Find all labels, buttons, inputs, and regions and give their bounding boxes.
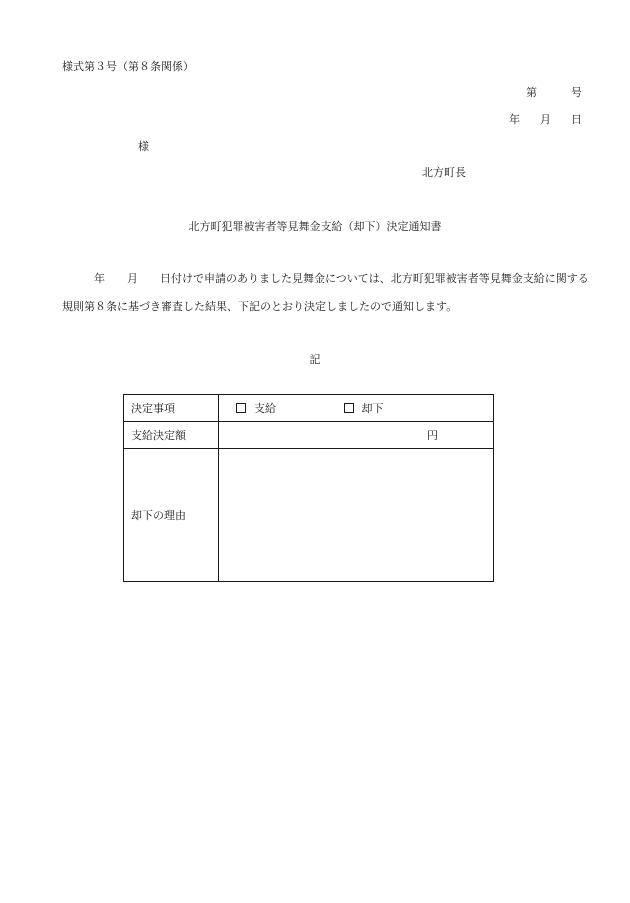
- option-reject-label: 却下: [361, 401, 384, 415]
- decision-options: [219, 395, 494, 422]
- option-grant-label: 支給: [254, 401, 276, 415]
- document-date: [509, 114, 582, 125]
- amount-value[interactable]: [219, 422, 494, 449]
- amount-unit: 円: [427, 428, 438, 442]
- body-year: 年: [94, 272, 105, 285]
- date-year: 年: [509, 113, 520, 126]
- document-number: [526, 87, 582, 98]
- date-day: 日: [571, 113, 582, 126]
- decision-table: [123, 394, 494, 582]
- body-rest: 日付けで申請のありました見舞金については、北方町犯罪被害者等見舞金支給に関する: [160, 272, 589, 285]
- doc-number-prefix: 第: [526, 86, 537, 99]
- body-line-2: 規則第８条に基づき審査した結果、下記のとおり決定しましたので通知します。: [62, 300, 458, 313]
- option-reject[interactable]: [344, 403, 384, 414]
- checkbox-icon[interactable]: [344, 403, 354, 413]
- table-row: [124, 422, 494, 449]
- form-number: 様式第３号（第８条関係）: [62, 60, 194, 73]
- ki-marker: 記: [309, 353, 321, 366]
- reason-field[interactable]: [219, 449, 494, 582]
- body-line-1: [94, 273, 589, 284]
- amount-label: 支給決定額: [124, 422, 219, 449]
- doc-number-suffix: 号: [571, 86, 582, 99]
- document-title: 北方町犯罪被害者等見舞金支給（却下）決定通知書: [188, 220, 442, 233]
- table-row: [124, 449, 494, 582]
- checkbox-icon[interactable]: [236, 403, 246, 413]
- issuer: 北方町長: [422, 166, 466, 179]
- decision-label: 決定事項: [124, 395, 219, 422]
- table-row: [124, 395, 494, 422]
- option-grant[interactable]: [236, 403, 276, 414]
- body-month: 月: [127, 272, 138, 285]
- addressee: 様: [138, 140, 149, 153]
- date-month: 月: [540, 113, 551, 126]
- reason-label: 却下の理由: [124, 449, 219, 582]
